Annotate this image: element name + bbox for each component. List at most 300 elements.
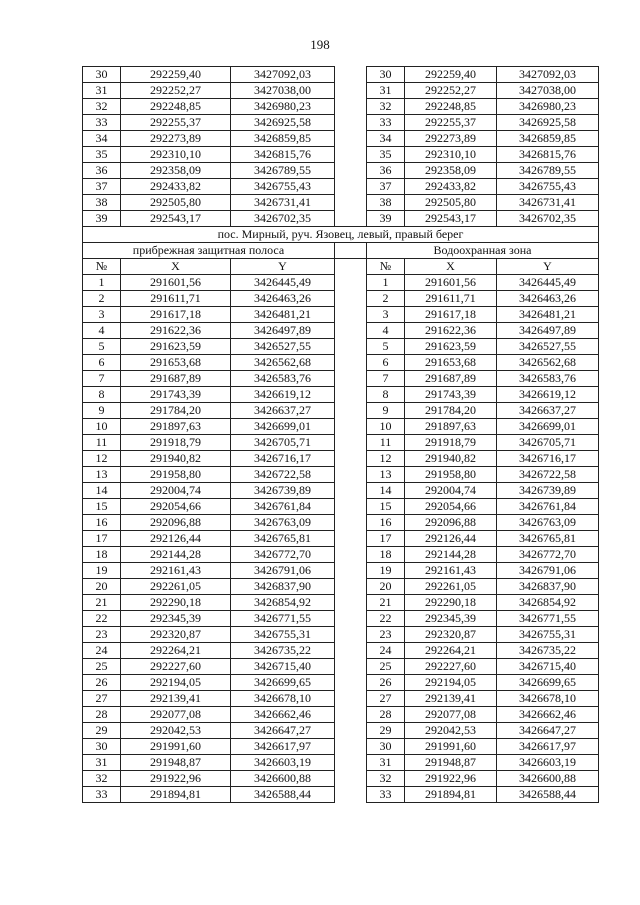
left-x-coordinate: 292161,43 [121,563,231,579]
left-y-coordinate: 3426761,84 [231,499,335,515]
right-y-coordinate: 3426588,44 [497,787,599,803]
right-zone-title: Водоохранная зона [367,243,599,259]
left-point-number: 29 [83,723,121,739]
right-point-number: 18 [367,547,405,563]
left-y-coordinate: 3426637,27 [231,403,335,419]
table-gap [335,115,367,131]
right-point-number: 31 [367,83,405,99]
left-x-coordinate: 291623,59 [121,339,231,355]
left-point-number: 10 [83,419,121,435]
left-header-number: № [83,259,121,275]
right-header-x: X [405,259,497,275]
top-rows [83,67,599,227]
right-y-coordinate: 3426980,23 [497,99,599,115]
left-y-coordinate: 3426678,10 [231,691,335,707]
right-x-coordinate: 292290,18 [405,595,497,611]
table-gap [335,723,367,739]
table-gap [335,243,367,259]
right-point-number: 2 [367,291,405,307]
right-y-coordinate: 3426739,89 [497,483,599,499]
left-x-coordinate: 292054,66 [121,499,231,515]
left-y-coordinate: 3426837,90 [231,579,335,595]
left-x-coordinate: 292433,82 [121,179,231,195]
right-x-coordinate: 292320,87 [405,627,497,643]
left-x-coordinate: 292144,28 [121,547,231,563]
left-point-number: 14 [83,483,121,499]
table-gap [335,499,367,515]
table-gap [335,563,367,579]
left-y-coordinate: 3426755,43 [231,179,335,195]
table-gap [335,323,367,339]
right-x-coordinate: 292139,41 [405,691,497,707]
left-x-coordinate: 292310,10 [121,147,231,163]
right-y-coordinate: 3426497,89 [497,323,599,339]
table-gap [335,531,367,547]
left-x-coordinate: 292320,87 [121,627,231,643]
right-x-coordinate: 291601,56 [405,275,497,291]
table-row [83,499,599,515]
left-point-number: 32 [83,99,121,115]
right-y-coordinate: 3426702,35 [497,211,599,227]
table-gap [335,67,367,83]
left-point-number: 30 [83,739,121,755]
right-x-coordinate: 291894,81 [405,787,497,803]
right-point-number: 21 [367,595,405,611]
left-point-number: 31 [83,755,121,771]
left-y-coordinate: 3427092,03 [231,67,335,83]
left-y-coordinate: 3426600,88 [231,771,335,787]
right-x-coordinate: 291918,79 [405,435,497,451]
left-x-coordinate: 291918,79 [121,435,231,451]
left-point-number: 26 [83,675,121,691]
left-point-number: 8 [83,387,121,403]
right-y-coordinate: 3426445,49 [497,275,599,291]
right-x-coordinate: 292252,27 [405,83,497,99]
table-gap [335,147,367,163]
right-point-number: 30 [367,67,405,83]
right-x-coordinate: 292126,44 [405,531,497,547]
left-zone-title: прибрежная защитная полоса [83,243,335,259]
table-row [83,483,599,499]
right-point-number: 26 [367,675,405,691]
table-gap [335,355,367,371]
right-point-number: 9 [367,403,405,419]
table-row [83,323,599,339]
section-header [83,227,599,275]
left-point-number: 32 [83,771,121,787]
left-y-coordinate: 3426854,92 [231,595,335,611]
left-point-number: 34 [83,131,121,147]
coordinates-table [82,66,599,803]
right-y-coordinate: 3426678,10 [497,691,599,707]
left-y-coordinate: 3426662,46 [231,707,335,723]
table-row [83,83,599,99]
left-point-number: 2 [83,291,121,307]
table-gap [335,627,367,643]
right-x-coordinate: 291611,71 [405,291,497,307]
left-y-coordinate: 3426619,12 [231,387,335,403]
table-row [83,563,599,579]
table-row [83,531,599,547]
right-y-coordinate: 3426699,65 [497,675,599,691]
left-point-number: 25 [83,659,121,675]
right-x-coordinate: 292255,37 [405,115,497,131]
left-point-number: 16 [83,515,121,531]
left-y-coordinate: 3426815,76 [231,147,335,163]
right-y-coordinate: 3426755,31 [497,627,599,643]
left-x-coordinate: 291948,87 [121,755,231,771]
table-row [83,627,599,643]
left-point-number: 39 [83,211,121,227]
right-x-coordinate: 291653,68 [405,355,497,371]
right-point-number: 12 [367,451,405,467]
left-x-coordinate: 292345,39 [121,611,231,627]
table-gap [335,195,367,211]
left-y-coordinate: 3427038,00 [231,83,335,99]
right-x-coordinate: 292264,21 [405,643,497,659]
right-x-coordinate: 292261,05 [405,579,497,595]
right-point-number: 29 [367,723,405,739]
table-row [83,211,599,227]
left-y-coordinate: 3426735,22 [231,643,335,659]
right-y-coordinate: 3426647,27 [497,723,599,739]
table-gap [335,675,367,691]
left-x-coordinate: 291743,39 [121,387,231,403]
right-point-number: 31 [367,755,405,771]
right-point-number: 20 [367,579,405,595]
left-y-coordinate: 3426765,81 [231,531,335,547]
right-point-number: 24 [367,643,405,659]
right-y-coordinate: 3426662,46 [497,707,599,723]
left-point-number: 35 [83,147,121,163]
left-x-coordinate: 292358,09 [121,163,231,179]
right-x-coordinate: 291623,59 [405,339,497,355]
right-x-coordinate: 292004,74 [405,483,497,499]
left-y-coordinate: 3426739,89 [231,483,335,499]
left-x-coordinate: 292194,05 [121,675,231,691]
table-row [83,67,599,83]
table-gap [335,467,367,483]
left-x-coordinate: 291991,60 [121,739,231,755]
table-row [83,179,599,195]
right-y-coordinate: 3426619,12 [497,387,599,403]
left-point-number: 11 [83,435,121,451]
table-gap [335,755,367,771]
left-point-number: 5 [83,339,121,355]
table-row [83,739,599,755]
right-point-number: 4 [367,323,405,339]
right-y-coordinate: 3426600,88 [497,771,599,787]
left-y-coordinate: 3426722,58 [231,467,335,483]
table-row [83,515,599,531]
right-point-number: 16 [367,515,405,531]
left-x-coordinate: 292290,18 [121,595,231,611]
right-y-coordinate: 3427038,00 [497,83,599,99]
right-header-y: Y [497,259,599,275]
left-x-coordinate: 291611,71 [121,291,231,307]
right-y-coordinate: 3426716,17 [497,451,599,467]
right-y-coordinate: 3426772,70 [497,547,599,563]
left-x-coordinate: 292042,53 [121,723,231,739]
right-point-number: 34 [367,131,405,147]
main-rows [83,275,599,803]
table-row [83,675,599,691]
left-x-coordinate: 291922,96 [121,771,231,787]
left-x-coordinate: 291653,68 [121,355,231,371]
left-point-number: 24 [83,643,121,659]
left-point-number: 18 [83,547,121,563]
right-x-coordinate: 292096,88 [405,515,497,531]
right-y-coordinate: 3426859,85 [497,131,599,147]
right-y-coordinate: 3426765,81 [497,531,599,547]
right-point-number: 3 [367,307,405,323]
left-y-coordinate: 3426583,76 [231,371,335,387]
right-y-coordinate: 3426722,58 [497,467,599,483]
left-y-coordinate: 3426463,26 [231,291,335,307]
right-point-number: 37 [367,179,405,195]
left-x-coordinate: 291622,36 [121,323,231,339]
left-y-coordinate: 3426481,21 [231,307,335,323]
right-y-coordinate: 3426637,27 [497,403,599,419]
left-point-number: 4 [83,323,121,339]
table-row [83,691,599,707]
left-x-coordinate: 292264,21 [121,643,231,659]
table-row [83,579,599,595]
right-x-coordinate: 292259,40 [405,67,497,83]
table-gap [335,403,367,419]
right-point-number: 38 [367,195,405,211]
right-point-number: 33 [367,115,405,131]
left-point-number: 6 [83,355,121,371]
left-x-coordinate: 292004,74 [121,483,231,499]
right-point-number: 30 [367,739,405,755]
table-gap [335,291,367,307]
table-row [83,371,599,387]
table-row [83,611,599,627]
table-row [83,131,599,147]
right-y-coordinate: 3426789,55 [497,163,599,179]
left-point-number: 38 [83,195,121,211]
table-row [83,99,599,115]
right-x-coordinate: 292543,17 [405,211,497,227]
right-x-coordinate: 291897,63 [405,419,497,435]
table-gap [335,595,367,611]
left-y-coordinate: 3426562,68 [231,355,335,371]
right-y-coordinate: 3426463,26 [497,291,599,307]
table-gap [335,451,367,467]
left-x-coordinate: 292126,44 [121,531,231,547]
table-row [83,291,599,307]
left-point-number: 31 [83,83,121,99]
section-title: пос. Мирный, руч. Язовец, левый, правый берег [83,227,599,243]
right-x-coordinate: 292144,28 [405,547,497,563]
right-point-number: 5 [367,339,405,355]
right-point-number: 10 [367,419,405,435]
left-header-y: Y [231,259,335,275]
right-point-number: 7 [367,371,405,387]
left-point-number: 7 [83,371,121,387]
left-x-coordinate: 292261,05 [121,579,231,595]
right-y-coordinate: 3426562,68 [497,355,599,371]
left-point-number: 17 [83,531,121,547]
right-y-coordinate: 3426527,55 [497,339,599,355]
right-y-coordinate: 3426715,40 [497,659,599,675]
table-row [83,467,599,483]
table-gap [335,691,367,707]
left-point-number: 30 [83,67,121,83]
right-x-coordinate: 292358,09 [405,163,497,179]
right-point-number: 25 [367,659,405,675]
table-gap [335,547,367,563]
right-y-coordinate: 3426731,41 [497,195,599,211]
left-point-number: 20 [83,579,121,595]
left-y-coordinate: 3426772,70 [231,547,335,563]
left-point-number: 33 [83,787,121,803]
right-point-number: 39 [367,211,405,227]
table-gap [335,83,367,99]
table-gap [335,259,367,275]
table-gap [335,435,367,451]
left-y-coordinate: 3426789,55 [231,163,335,179]
table-row [83,147,599,163]
left-y-coordinate: 3426715,40 [231,659,335,675]
left-x-coordinate: 292505,80 [121,195,231,211]
left-y-coordinate: 3426647,27 [231,723,335,739]
table-row [83,771,599,787]
right-point-number: 32 [367,771,405,787]
left-y-coordinate: 3426705,71 [231,435,335,451]
left-y-coordinate: 3426859,85 [231,131,335,147]
right-point-number: 22 [367,611,405,627]
table-row [83,707,599,723]
left-point-number: 23 [83,627,121,643]
left-y-coordinate: 3426771,55 [231,611,335,627]
right-point-number: 28 [367,707,405,723]
right-x-coordinate: 291940,82 [405,451,497,467]
left-y-coordinate: 3426702,35 [231,211,335,227]
table-gap [335,387,367,403]
table-gap [335,275,367,291]
left-point-number: 19 [83,563,121,579]
left-x-coordinate: 292077,08 [121,707,231,723]
right-x-coordinate: 292161,43 [405,563,497,579]
right-point-number: 1 [367,275,405,291]
right-x-coordinate: 291687,89 [405,371,497,387]
table-gap [335,163,367,179]
left-x-coordinate: 291601,56 [121,275,231,291]
right-x-coordinate: 292194,05 [405,675,497,691]
table-row [83,435,599,451]
table-row [83,355,599,371]
page-number: 198 [310,37,330,52]
left-x-coordinate: 291784,20 [121,403,231,419]
table-gap [335,515,367,531]
table-row [83,643,599,659]
right-point-number: 15 [367,499,405,515]
left-y-coordinate: 3426980,23 [231,99,335,115]
left-x-coordinate: 291687,89 [121,371,231,387]
right-x-coordinate: 291991,60 [405,739,497,755]
right-y-coordinate: 3426763,09 [497,515,599,531]
table-row [83,339,599,355]
left-x-coordinate: 291897,63 [121,419,231,435]
right-y-coordinate: 3426705,71 [497,435,599,451]
table-gap [335,339,367,355]
table-row [83,723,599,739]
right-y-coordinate: 3426761,84 [497,499,599,515]
right-header-number: № [367,259,405,275]
left-x-coordinate: 292273,89 [121,131,231,147]
table-gap [335,579,367,595]
right-y-coordinate: 3427092,03 [497,67,599,83]
table-gap [335,611,367,627]
table-row [83,451,599,467]
right-point-number: 35 [367,147,405,163]
left-point-number: 33 [83,115,121,131]
right-point-number: 6 [367,355,405,371]
left-y-coordinate: 3426603,19 [231,755,335,771]
table-gap [335,307,367,323]
right-point-number: 8 [367,387,405,403]
left-x-coordinate: 292096,88 [121,515,231,531]
left-y-coordinate: 3426445,49 [231,275,335,291]
right-y-coordinate: 3426925,58 [497,115,599,131]
right-x-coordinate: 291617,18 [405,307,497,323]
left-point-number: 13 [83,467,121,483]
left-x-coordinate: 292255,37 [121,115,231,131]
table-gap [335,131,367,147]
left-y-coordinate: 3426763,09 [231,515,335,531]
left-point-number: 1 [83,275,121,291]
right-x-coordinate: 291922,96 [405,771,497,787]
left-header-x: X [121,259,231,275]
right-y-coordinate: 3426755,43 [497,179,599,195]
table-gap [335,419,367,435]
right-y-coordinate: 3426481,21 [497,307,599,323]
right-point-number: 36 [367,163,405,179]
right-x-coordinate: 292273,89 [405,131,497,147]
left-point-number: 27 [83,691,121,707]
right-x-coordinate: 292505,80 [405,195,497,211]
right-x-coordinate: 292054,66 [405,499,497,515]
table-gap [335,771,367,787]
left-x-coordinate: 292259,40 [121,67,231,83]
table-gap [335,483,367,499]
table-row [83,387,599,403]
right-point-number: 32 [367,99,405,115]
right-x-coordinate: 291948,87 [405,755,497,771]
right-y-coordinate: 3426837,90 [497,579,599,595]
right-point-number: 14 [367,483,405,499]
table-gap [335,211,367,227]
table-row [83,595,599,611]
right-point-number: 33 [367,787,405,803]
left-y-coordinate: 3426699,65 [231,675,335,691]
right-point-number: 27 [367,691,405,707]
table-row [83,419,599,435]
left-y-coordinate: 3426527,55 [231,339,335,355]
left-x-coordinate: 292248,85 [121,99,231,115]
left-x-coordinate: 292139,41 [121,691,231,707]
right-x-coordinate: 291743,39 [405,387,497,403]
left-point-number: 3 [83,307,121,323]
right-x-coordinate: 292042,53 [405,723,497,739]
left-x-coordinate: 292543,17 [121,211,231,227]
left-y-coordinate: 3426617,97 [231,739,335,755]
table-row [83,275,599,291]
right-y-coordinate: 3426603,19 [497,755,599,771]
right-x-coordinate: 291784,20 [405,403,497,419]
